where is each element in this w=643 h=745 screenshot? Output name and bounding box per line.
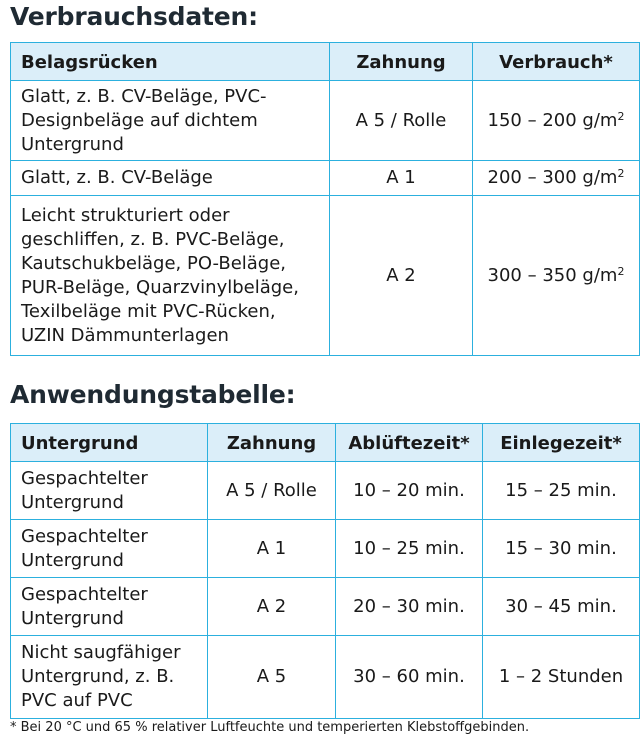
- notch-cell: A 5: [208, 636, 336, 719]
- notch-cell: A 1: [330, 161, 473, 196]
- consumption-title: Verbrauchsdaten:: [10, 2, 258, 31]
- substrate-cell: Gespachtelter Untergrund: [11, 462, 208, 520]
- table-row: [11, 81, 640, 161]
- table-row: [11, 636, 640, 719]
- footnote: * Bei 20 °C und 65 % relativer Luftfeuchte und temperierten Klebstoffgebinden.: [10, 720, 530, 735]
- notch-cell: A 5 / Rolle: [330, 81, 473, 161]
- substrate-cell: Nicht saugfähiger Untergrund, z. B. PVC auf PVC: [11, 636, 208, 719]
- flash-off-cell: 10 – 25 min.: [336, 520, 483, 578]
- flash-off-cell: 10 – 20 min.: [336, 462, 483, 520]
- open-time-cell: 30 – 45 min.: [483, 578, 640, 636]
- notch-cell: A 2: [330, 196, 473, 356]
- table-header-row: [11, 43, 640, 81]
- header-notch: Zahnung: [330, 43, 473, 81]
- consumption-cell: 200 – 300 $g/m^2$: [473, 161, 640, 196]
- table-row: [11, 196, 640, 356]
- notch-cell: A 2: [208, 578, 336, 636]
- flash-off-cell: 20 – 30 min.: [336, 578, 483, 636]
- open-time-cell: 15 – 30 min.: [483, 520, 640, 578]
- notch-cell: A 5 / Rolle: [208, 462, 336, 520]
- header-open-time: Einlegezeit*: [483, 424, 640, 462]
- substrate-cell: Gespachtelter Untergrund: [11, 520, 208, 578]
- header-substrate: Untergrund: [11, 424, 208, 462]
- open-time-cell: 1 – 2 Stunden: [483, 636, 640, 719]
- table-row: [11, 462, 640, 520]
- table-header-row: [11, 424, 640, 462]
- application-title: Anwendungstabelle:: [10, 380, 296, 409]
- table-row: [11, 578, 640, 636]
- table-row: [11, 520, 640, 578]
- table-row: [11, 161, 640, 196]
- backing-cell: Glatt, z. B. CV-Beläge, PVC-Designbeläge auf dichtem Untergrund: [11, 81, 330, 161]
- backing-cell: Leicht strukturiert oder geschliffen, z. B. PVC-Beläge, Kautschukbeläge, PO-Beläge, PUR-Beläge, Quarzvinylbeläge, Texilbeläge mit PVC-Rücken, UZIN Dämmunterlagen: [11, 196, 330, 356]
- backing-cell: Glatt, z. B. CV-Beläge: [11, 161, 330, 196]
- consumption-cell: 150 – 200 $g/m^2$: [473, 81, 640, 161]
- header-consumption: Verbrauch*: [473, 43, 640, 81]
- header-notch: Zahnung: [208, 424, 336, 462]
- consumption-table: [10, 42, 640, 356]
- notch-cell: A 1: [208, 520, 336, 578]
- flash-off-cell: 30 – 60 min.: [336, 636, 483, 719]
- application-table: [10, 423, 640, 719]
- header-backing: Belagsrücken: [11, 43, 330, 81]
- open-time-cell: 15 – 25 min.: [483, 462, 640, 520]
- substrate-cell: Gespachtelter Untergrund: [11, 578, 208, 636]
- consumption-cell: 300 – 350 $g/m^2$: [473, 196, 640, 356]
- header-flash-off-time: Ablüftezeit*: [336, 424, 483, 462]
